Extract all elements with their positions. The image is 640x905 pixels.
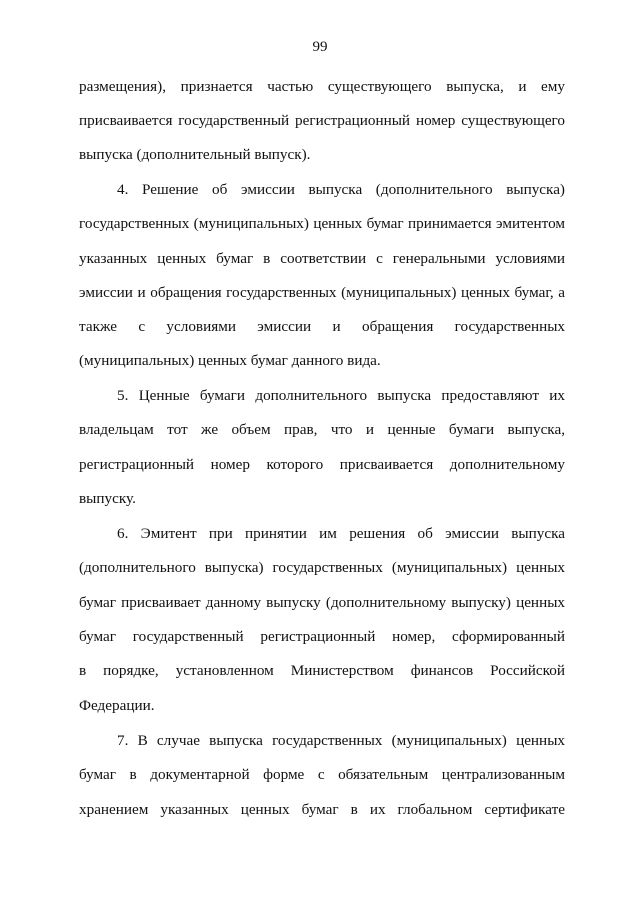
text-line: регистрационный номер которого присваивается дополнительному	[79, 456, 565, 473]
text-line: в порядке, установленном Министерством финансов Российской	[79, 662, 565, 679]
text-line: владельцам тот же объем прав, что и ценные бумаги выпуска,	[79, 421, 565, 438]
text-line: хранением указанных ценных бумаг в их глобальном сертификате	[79, 801, 565, 818]
text-line: Федерации.	[79, 697, 155, 714]
text-line: бумаг в документарной форме с обязательным централизованным	[79, 766, 565, 783]
text-line: указанных ценных бумаг в соответствии с генеральными условиями	[79, 250, 565, 267]
text-line: бумаг присваивает данному выпуску (дополнительному выпуску) ценных	[79, 594, 565, 611]
paragraph-5-first-line: 5. Ценные бумаги дополнительного выпуска предоставляют их	[117, 387, 565, 404]
text-line: выпуску.	[79, 490, 136, 507]
text-line: выпуска (дополнительный выпуск).	[79, 146, 311, 163]
text-line: бумаг государственный регистрационный номер, сформированный	[79, 628, 565, 645]
text-line: присваивается государственный регистрационный номер существующего	[79, 112, 565, 129]
text-line: размещения), признается частью существующего выпуска, и ему	[79, 78, 565, 95]
page-number: 99	[312, 39, 328, 55]
text-line: (дополнительного выпуска) государственных (муниципальных) ценных	[79, 559, 565, 576]
text-line: эмиссии и обращения государственных (муниципальных) ценных бумаг, а	[79, 284, 565, 301]
paragraph-6-first-line: 6. Эмитент при принятии им решения об эмиссии выпуска	[117, 525, 565, 542]
text-line: также с условиями эмиссии и обращения государственных	[79, 318, 565, 335]
paragraph-4-first-line: 4. Решение об эмиссии выпуска (дополнительного выпуска)	[117, 181, 565, 198]
paragraph-7-first-line: 7. В случае выпуска государственных (муниципальных) ценных	[117, 732, 565, 749]
text-line: (муниципальных) ценных бумаг данного вида.	[79, 352, 381, 369]
text-line: государственных (муниципальных) ценных бумаг принимается эмитентом	[79, 215, 565, 232]
